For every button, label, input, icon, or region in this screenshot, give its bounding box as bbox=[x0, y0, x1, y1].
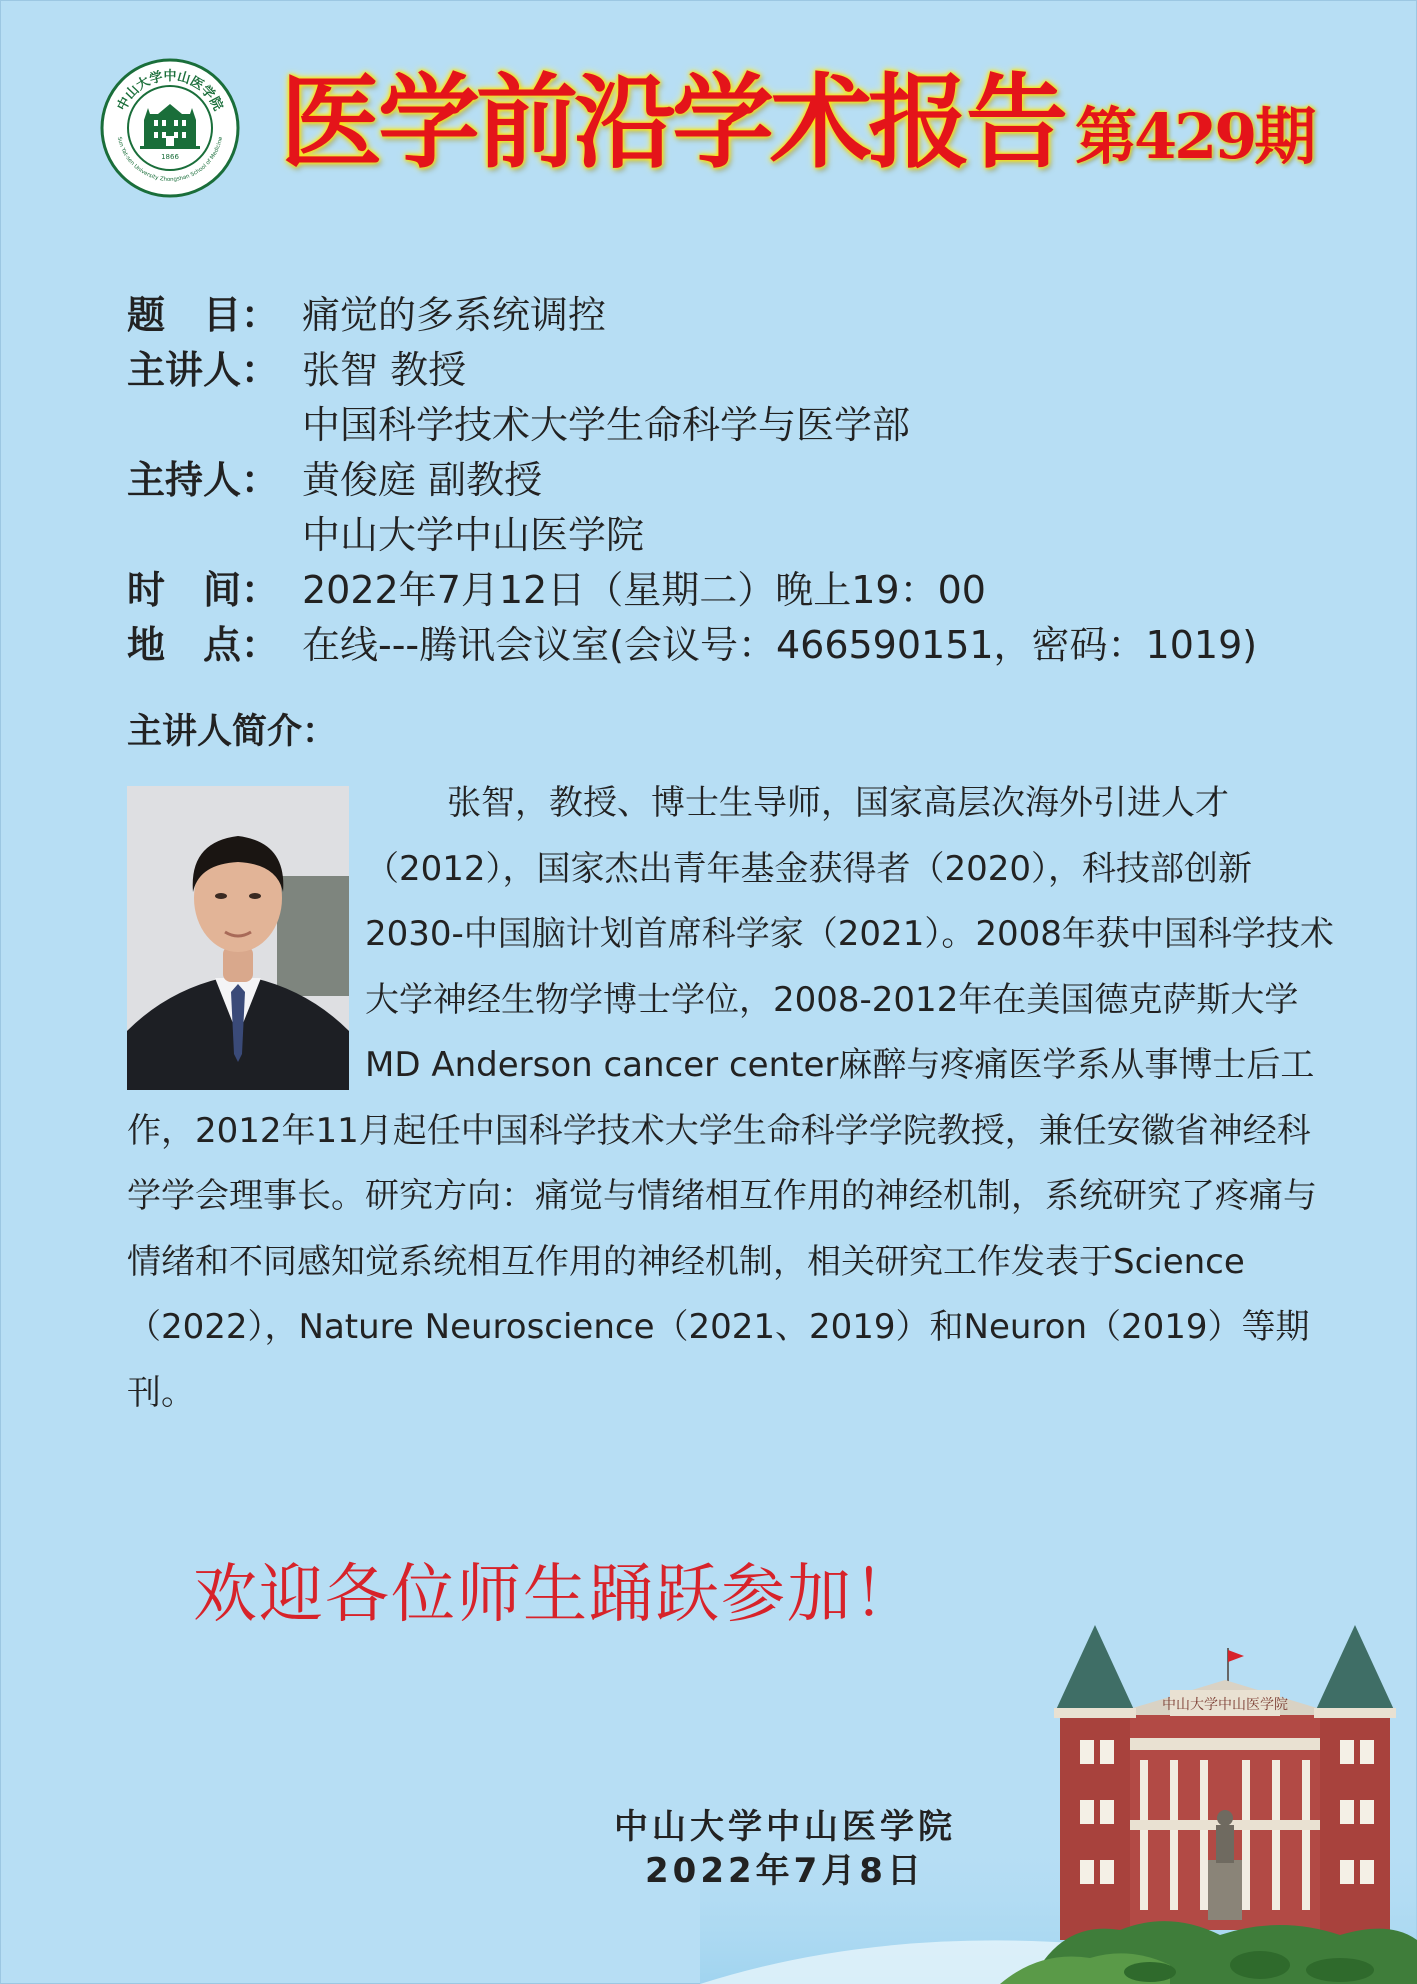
footer-date: 2022年7月8日 bbox=[645, 1851, 925, 1891]
speaker-value: 张智 教授 bbox=[302, 348, 467, 392]
host-label: 主持人： bbox=[127, 458, 280, 502]
time-value: 2022年7月12日（星期二）晚上19：00 bbox=[302, 568, 986, 612]
location-label: 地 点： bbox=[127, 623, 280, 667]
building-sign-text: 中山大学中山医学院 bbox=[1162, 1697, 1288, 1713]
host-affiliation: 中山大学中山医学院 bbox=[302, 513, 645, 557]
footer-organization: 中山大学中山医学院 bbox=[614, 1807, 956, 1847]
host-value: 黄俊庭 副教授 bbox=[302, 458, 543, 502]
location-value: 在线---腾讯会议室(会议号：466590151，密码：1019) bbox=[302, 623, 1258, 667]
photo-float-spacer bbox=[127, 771, 365, 1089]
speaker-bio bbox=[127, 771, 1342, 1426]
logo-year: 1866 bbox=[161, 153, 179, 161]
logo-arc-text: 中山大学中山医学院 bbox=[114, 69, 226, 114]
topic-label: 题 目： bbox=[127, 293, 280, 337]
time-label: 时 间： bbox=[127, 568, 280, 612]
welcome-message: 欢迎各位师生踊跃参加！ bbox=[193, 1558, 919, 1632]
speaker-affiliation: 中国科学技术大学生命科学与医学部 bbox=[302, 403, 911, 447]
logo-arc-subtext: Sun Yat-sen University Zhongshan School of Medicine bbox=[115, 136, 225, 184]
speaker-bio-text: 张智，教授、博士生导师，国家高层次海外引进人才（2012），国家杰出青年基金获得者（2020），科技部创新2030-中国脑计划首席科学家（2021）。2008年获中国科学技术大学神经生物学博士学位，2008-2012年在美国德克萨斯大学MD Anderson cancer center麻醉与疼痛医学系从事博士后工作，2012年11月起任中国科学技术大学生命科学学院教授，兼任安徽省神经科学学会理事长。研究方向：痛觉与情绪相互作用的神经机制，系统研究了疼痛与情绪和不同感知觉系统相互作用的神经机制，相关研究工作发表于Science（2022），Nature Neuroscience（2021、2019）和Neuron（2019）等期刊。 bbox=[127, 783, 1334, 1413]
campus-building-image bbox=[700, 1620, 1417, 1984]
topic-value: 痛觉的多系统调控 bbox=[302, 293, 607, 337]
intro-heading: 主讲人简介： bbox=[127, 712, 338, 752]
footer bbox=[560, 1805, 1010, 1893]
issue-number: 第429期 bbox=[1075, 100, 1314, 173]
speaker-label: 主讲人： bbox=[127, 348, 280, 392]
university-logo bbox=[100, 58, 240, 198]
poster-title: 医学前沿学术报告 bbox=[280, 63, 1064, 183]
